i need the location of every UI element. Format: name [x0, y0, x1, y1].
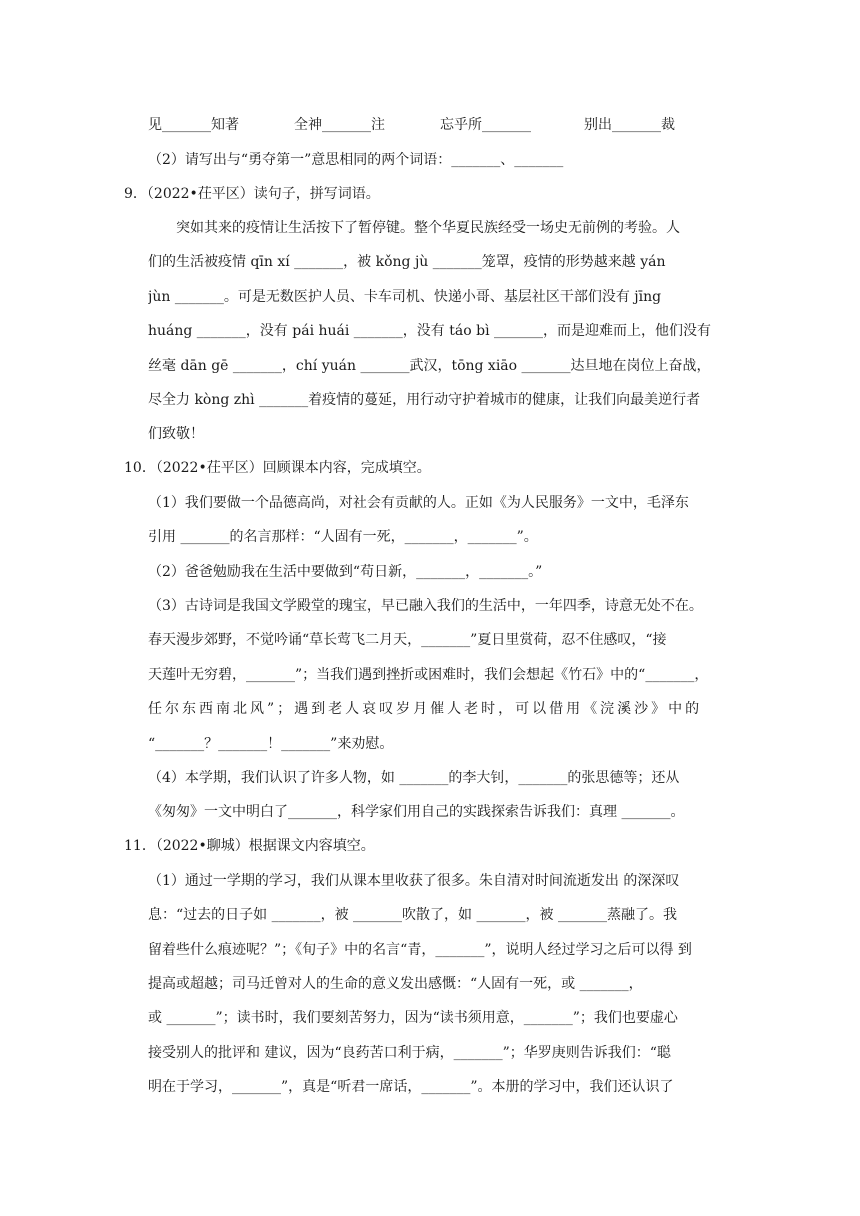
q8-idiom-row: [148, 114, 728, 134]
q11-line-1: （1）通过一学期的学习，我们从课本里收获了很多。朱自清对时间流逝发出 的深深叹: [148, 873, 680, 889]
q10-line-4: （3）古诗词是我国文学殿堂的瑰宝，早已融入我们的生活中，一年四季，诗意无处不在。: [148, 598, 703, 614]
q10-line-7: 任尔东西南北风”；遇到老人哀叹岁月催人老时，可以借用《浣溪沙》中的: [148, 701, 703, 717]
q9-line-4: huáng _______，没有 pái huái _______，没有 táo bì _______，而是迎难而上，他们没有: [148, 323, 711, 339]
q8-idiom-3: 忘乎所_______: [440, 117, 531, 133]
q11-line-4: 提高或超越；司马迁曾对人的生命的意义发出感慨：“人固有一死，或 _______，: [148, 976, 643, 992]
q11-line-7: 明在于学习，_______”，真是“听君一席话，_______”。本册的学习中，我们还认识了: [148, 1079, 674, 1095]
q8-idiom-2: 全神_______注: [294, 117, 385, 133]
q10-line-10: 《匆匆》一文中明白了_______，科学家们用自己的实践探索告诉我们：真理 _______。: [148, 804, 685, 820]
q11-line-3: 留着些什么痕迹呢？”；《旬子》中的名言“青，_______”，说明人经过学习之后可以得 到: [148, 942, 692, 958]
q9-line-1: 突如其来的疫情让生活按下了暂停键。整个华夏民族经受一场史无前例的考验。人: [176, 220, 680, 236]
q10-line-6: 天莲叶无穷碧，_______”；当我们遇到挫折或困难时，我们会想起《竹石》中的“_______，: [148, 667, 709, 683]
q8-sub2: （2）请写出与“勇夺第一”意思相同的两个词语：_______、_______: [148, 152, 564, 168]
q9-line-3: jùn _______。可是无数医护人员、卡车司机、快递小哥、基层社区干部们没有 jīng: [148, 289, 662, 305]
q11-line-2: 息：“过去的日子如 _______，被 _______吹散了，如 _______，被 _______蒸融了。我: [148, 907, 677, 923]
q11-line-6: 接受别人的批评和 建议，因为“良药苦口利于病，_______”；华罗庚则告诉我们：“聪: [148, 1045, 671, 1061]
q9-line-5: 丝毫 dān gē _______，chí yuán _______武汉，tōng xiāo _______达旦地在岗位上奋战，: [148, 358, 711, 374]
q10-line-9: （4）本学期，我们认识了许多人物，如 _______的李大钊，_______的张思德等；还从: [148, 770, 680, 786]
q11-line-5: 或 _______”；读书时，我们要刻苦努力，因为“读书须用意，_______”；我们也要虚心: [148, 1010, 678, 1026]
q10-line-2: 引用 _______的名言那样：“人固有一死，_______，_______”。: [148, 529, 538, 545]
q9-heading: 9．（2022•茌平区）读句子，拼写词语。: [124, 186, 380, 202]
q10-heading: 10．（2022•茌平区）回顾课本内容，完成填空。: [124, 460, 431, 476]
q11-heading: 11．（2022•聊城）根据课文内容填空。: [124, 838, 375, 854]
q9-line-6: 尽全力 kòng zhì _______着疫情的蔓延，用行动守护着城市的健康，让我们向最美逆行者: [148, 392, 701, 408]
q8-idiom-4: 别出_______裁: [584, 117, 675, 133]
q10-line-8: “_______？_______！_______”来劝慰。: [148, 736, 394, 752]
q10-line-5: 春天漫步郊野，不觉吟诵“草长莺飞二月天，_______”夏日里赏荷，忍不住感叹，“接: [148, 632, 667, 648]
q8-idiom-1: 见_______知著: [148, 117, 239, 133]
q9-line-7: 们致敬！: [148, 426, 204, 442]
q10-line-3: （2）爸爸勉励我在生活中要做到“苟日新，_______，_______。”: [148, 564, 543, 580]
q10-line-1: （1）我们要做一个品德高尚，对社会有贡献的人。正如《为人民服务》一文中，毛泽东: [148, 495, 689, 511]
q9-line-2: 们的生活被疫情 qīn xí _______，被 kǒng jù _______笼罩，疫情的形势越来越 yán: [148, 254, 666, 270]
